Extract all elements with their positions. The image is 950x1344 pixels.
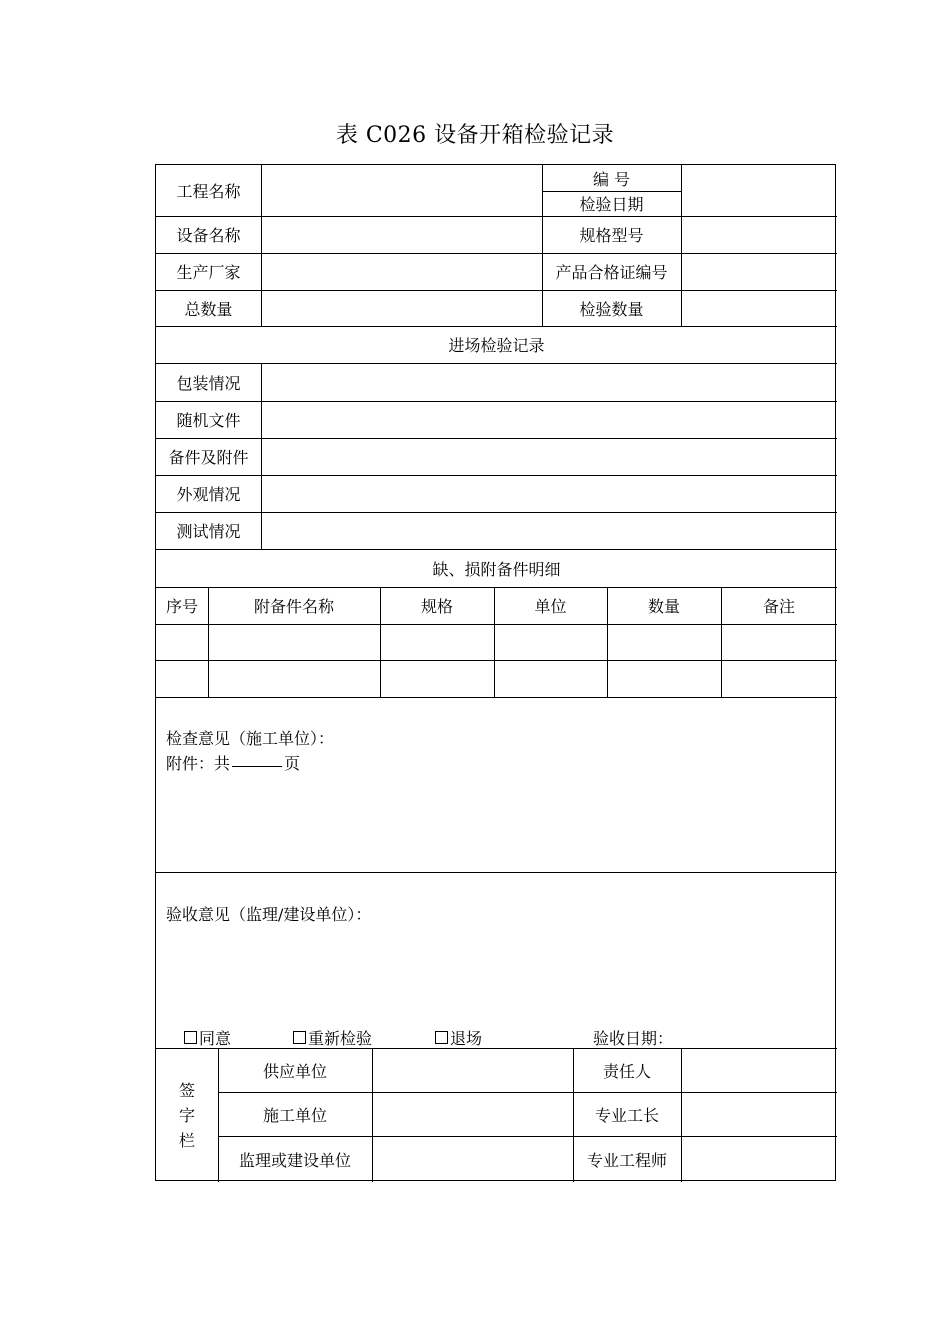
construction-unit-label: 施工单位 [262, 1105, 327, 1125]
col-header-spec: 规格 [420, 597, 453, 616]
entry-row-field[interactable] [262, 512, 837, 549]
cert-no-label: 产品合格证编号 [555, 263, 668, 282]
device-name-label: 设备名称 [176, 226, 241, 245]
cert-no-field[interactable] [682, 253, 837, 290]
manufacturer-field[interactable] [262, 253, 542, 290]
attachment-line [166, 751, 300, 774]
entry-row-field[interactable] [262, 363, 837, 401]
serial-date-field[interactable] [682, 165, 837, 216]
site-foreman-field[interactable] [682, 1092, 837, 1136]
inspection-opinion-label: 检查意见（施工单位）： [166, 729, 335, 748]
responsible-person-label: 责任人 [602, 1061, 651, 1081]
signature-char: 签 [178, 1080, 195, 1100]
option-agree-label: 同意 [199, 1029, 232, 1048]
supervision-unit-field[interactable] [373, 1136, 573, 1182]
engineer-label: 专业工程师 [586, 1150, 667, 1170]
construction-unit-field[interactable] [373, 1092, 573, 1136]
entry-row-field[interactable] [262, 438, 837, 475]
attachment-count-blank[interactable] [232, 765, 282, 767]
entry-row-label: 测试情况 [176, 522, 241, 541]
grid-line [156, 697, 837, 698]
col-header-index: 序号 [165, 597, 198, 616]
engineer-field[interactable] [682, 1136, 837, 1182]
signature-char: 栏 [178, 1130, 195, 1150]
signature-column-label [156, 1048, 218, 1182]
model-field[interactable] [682, 216, 837, 253]
signature-char: 字 [178, 1105, 195, 1125]
entry-row-label: 外观情况 [176, 485, 241, 504]
total-qty-field[interactable] [262, 290, 542, 326]
serial-label: 编 号 [592, 169, 631, 189]
model-label: 规格型号 [579, 226, 644, 245]
col-header-unit: 单位 [534, 597, 567, 616]
manufacturer-label: 生产厂家 [176, 263, 241, 282]
grid-line [156, 872, 837, 873]
entry-row-field[interactable] [262, 401, 837, 438]
table-row[interactable] [156, 624, 837, 660]
device-name-field[interactable] [262, 216, 542, 253]
total-qty-label: 总数量 [184, 299, 233, 319]
checkbox-icon[interactable] [435, 1031, 448, 1044]
inspect-qty-label: 检验数量 [579, 299, 644, 319]
entry-row-label: 包装情况 [176, 373, 241, 393]
entry-inspection-heading: 进场检验记录 [448, 336, 545, 355]
col-header-part-name: 附备件名称 [253, 597, 334, 616]
checkbox-icon[interactable] [184, 1031, 197, 1044]
form-title: 表 C026 设备开箱检验记录 [335, 123, 615, 148]
acceptance-date-label: 验收日期： [593, 1029, 674, 1048]
entry-row-label: 随机文件 [176, 411, 241, 430]
missing-parts-heading: 缺、损附备件明细 [432, 559, 561, 579]
acceptance-opinion-label: 验收意见（监理/建设单位）： [166, 905, 372, 924]
supervision-unit-label: 监理或建设单位 [238, 1150, 351, 1170]
attachment-suffix: 页 [284, 754, 301, 773]
inspection-form [155, 164, 836, 1181]
option-reinspect-label: 重新检验 [308, 1029, 373, 1048]
inspect-qty-field[interactable] [682, 290, 837, 326]
option-return-label: 退场 [450, 1029, 483, 1048]
option-agree[interactable] [184, 1026, 231, 1049]
project-name-label: 工程名称 [176, 182, 241, 201]
col-header-remark: 备注 [762, 597, 795, 616]
responsible-person-field[interactable] [682, 1048, 837, 1092]
entry-row-label: 备件及附件 [168, 448, 249, 467]
option-return[interactable] [435, 1026, 482, 1049]
option-reinspect[interactable] [293, 1026, 372, 1049]
checkbox-icon[interactable] [293, 1031, 306, 1044]
site-foreman-label: 专业工长 [594, 1105, 659, 1125]
supplier-unit-label: 供应单位 [262, 1061, 327, 1081]
col-header-qty: 数量 [647, 597, 680, 616]
entry-row-field[interactable] [262, 475, 837, 512]
table-row[interactable] [156, 660, 837, 697]
project-name-field[interactable] [262, 165, 542, 216]
attachment-prefix: 附件：共 [166, 754, 231, 773]
supplier-unit-field[interactable] [373, 1048, 573, 1092]
inspect-date-label: 检验日期 [579, 195, 644, 214]
